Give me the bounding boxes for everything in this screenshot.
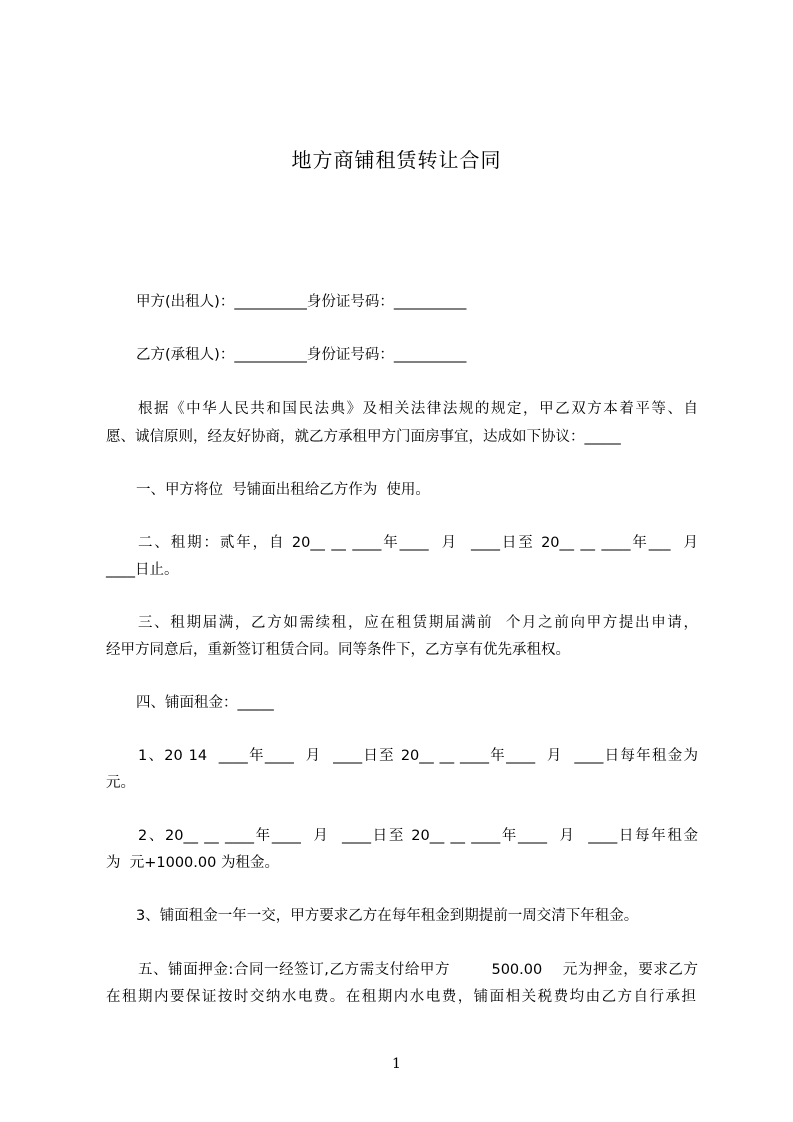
clause-5-line-2: 在租期内要保证按时交纳水电费。在租期内水电费，铺面相关税费均由乙方自行承担 xyxy=(106,989,696,1005)
clause-4-1-line-2: 元。 xyxy=(106,775,135,791)
clause-4-1-line-1: 1、20 14 ____年____ 月 ____日至 20__ __ ____年____ 月 ____日每年租金为 xyxy=(138,748,698,764)
clause-4-heading: 四、铺面租金：_____ xyxy=(136,695,274,711)
clause-4-2-line-2: 为 元+1000.00 为租金。 xyxy=(106,855,279,871)
preamble-line-2: 愿、诚信原则，经友好协商，就乙方承租甲方门面房事宜，达成如下协议：_____ xyxy=(106,429,621,445)
document-title: 地方商铺租赁转让合同 xyxy=(291,148,502,172)
party-b-line: 乙方(承租人)：__________身份证号码：__________ xyxy=(136,347,467,363)
clause-4-2-line-1: 2、20__ __ ____年____ 月 ____日至 20__ __ ____年____ 月 ____日每年租金 xyxy=(138,828,698,844)
clause-3-line-2: 经甲方同意后，重新签订租赁合同。同等条件下，乙方享有优先承租权。 xyxy=(106,642,570,658)
clause-5-line-1: 五、铺面押金:合同一经签订,乙方需支付给甲方 500.00 元为押金，要求乙方 xyxy=(138,962,698,978)
page-number: 1 xyxy=(392,1056,401,1072)
clause-3-line-1: 三、租期届满，乙方如需续租，应在租赁期届满前 个月之前向甲方提出申请， xyxy=(138,615,698,631)
party-a-line: 甲方(出租人)：__________身份证号码：__________ xyxy=(136,294,467,310)
clause-2-line-1: 二、租期：贰年，自 20__ __ ____年____ 月 ____日至 20__ __ ____年___ 月 xyxy=(138,535,698,551)
preamble-line-1: 根据《中华人民共和国民法典》及相关法律法规的规定，甲乙双方本着平等、自 xyxy=(138,401,698,417)
clause-1: 一、甲方将位 号铺面出租给乙方作为 使用。 xyxy=(136,482,430,498)
clause-2-line-2: ____日止。 xyxy=(106,562,179,578)
clause-4-3: 3、铺面租金一年一交，甲方要求乙方在每年租金到期提前一周交清下年租金。 xyxy=(136,908,639,924)
